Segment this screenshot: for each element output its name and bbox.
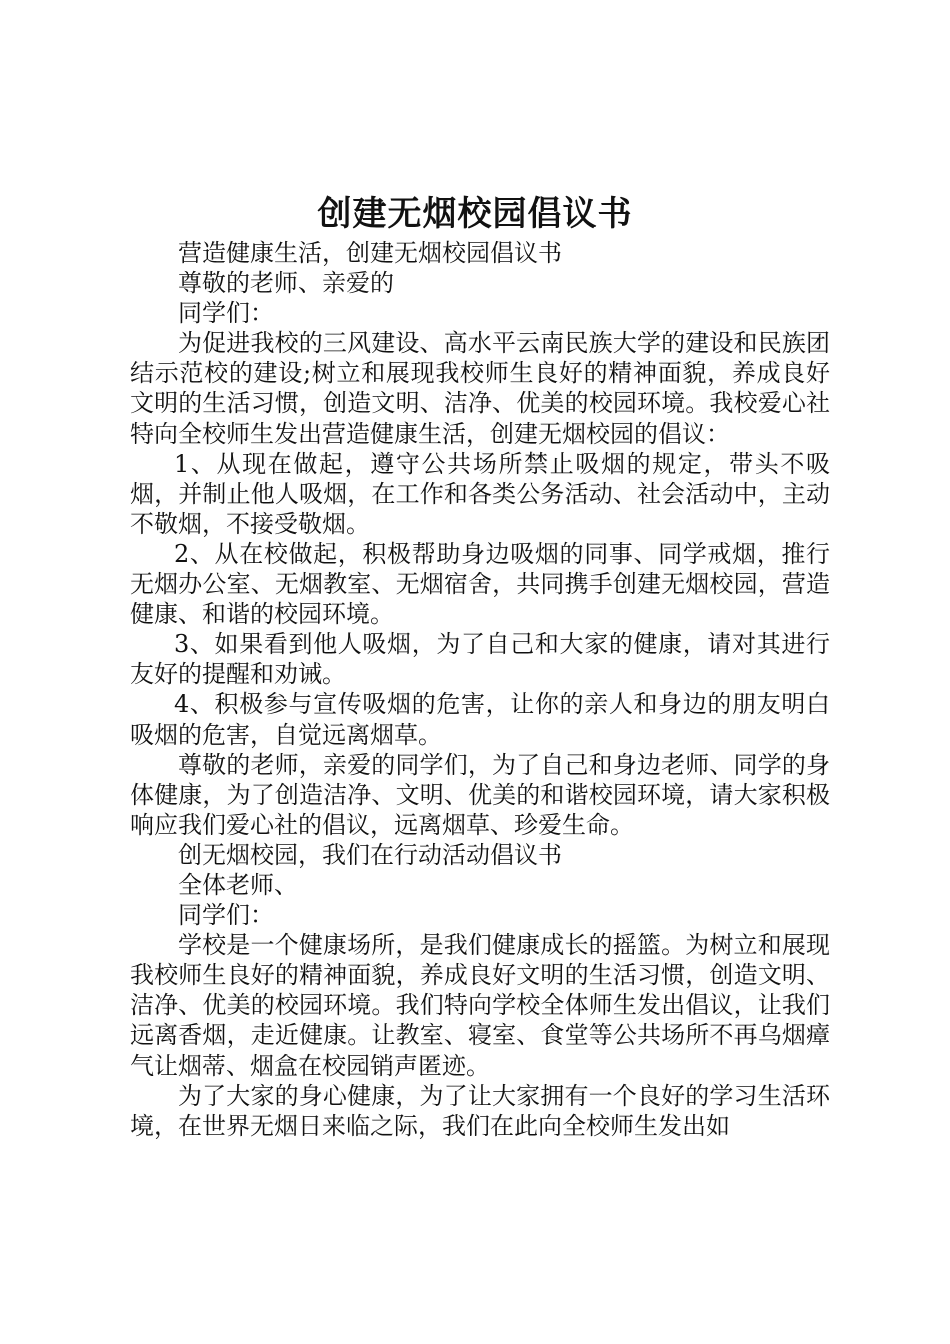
paragraph-salutation-cont: 同学们： [178,299,274,328]
paragraph-subtitle: 营造健康生活，创建无烟校园倡议书 [178,239,562,267]
paragraph-item-1: 1、从现在做起，遵守公共场所禁止吸烟的规定，带头不吸烟，并制止他人吸烟，在工作和各类公务活动、社会活动中，主动不敬烟，不接受敬烟。 [130,449,830,538]
paragraph-salutation-2-cont: 同学们： [178,901,274,930]
paragraph-intro: 为促进我校的三风建设、高水平云南民族大学的建设和民族团结示范校的建设;树立和展现我校师生良好的精神面貌，养成良好文明的生活习惯，创造文明、洁净、优美的校园环境。我校爱心社特向全校师生发出营造健康生活，创建无烟校园的倡议： [130,329,830,448]
paragraph-item-3: 3、如果看到他人吸烟，为了自己和大家的健康，请对其进行友好的提醒和劝诫。 [130,630,830,689]
paragraph-body-2: 为了大家的身心健康，为了让大家拥有一个良好的学习生活环境，在世界无烟日来临之际，我们在此向全校师生发出如 [130,1081,830,1140]
paragraph-body-1: 学校是一个健康场所，是我们健康成长的摇篮。为树立和展现我校师生良好的精神面貌，养成良好文明的生活习惯，创造文明、洁净、优美的校园环境。我们特向学校全体师生发出倡议，让我们远离香烟，走近健康。让教室、寝室、食堂等公共场所不再乌烟瘴气让烟蒂、烟盒在校园销声匿迹。 [130,931,830,1080]
paragraph-closing: 尊敬的老师，亲爱的同学们，为了自己和身边老师、同学的身体健康，为了创造洁净、文明、优美的和谐校园环境，请大家积极响应我们爱心社的倡议，远离烟草、珍爱生命。 [130,750,830,839]
paragraph-salutation: 尊敬的老师、亲爱的 [178,269,394,298]
paragraph-second-title: 创无烟校园，我们在行动活动倡议书 [178,840,562,869]
paragraph-salutation-2: 全体老师、 [178,870,298,899]
paragraph-item-2: 2、从在校做起，积极帮助身边吸烟的同事、同学戒烟，推行无烟办公室、无烟教室、无烟宿舍，共同携手创建无烟校园，营造健康、和谐的校园环境。 [130,539,830,629]
document-title: 创建无烟校园倡议书 [317,194,633,234]
paragraph-item-4: 4、积极参与宣传吸烟的危害，让你的亲人和身边的朋友明白吸烟的危害，自觉远离烟草。 [130,690,830,749]
document-body [130,238,830,1141]
